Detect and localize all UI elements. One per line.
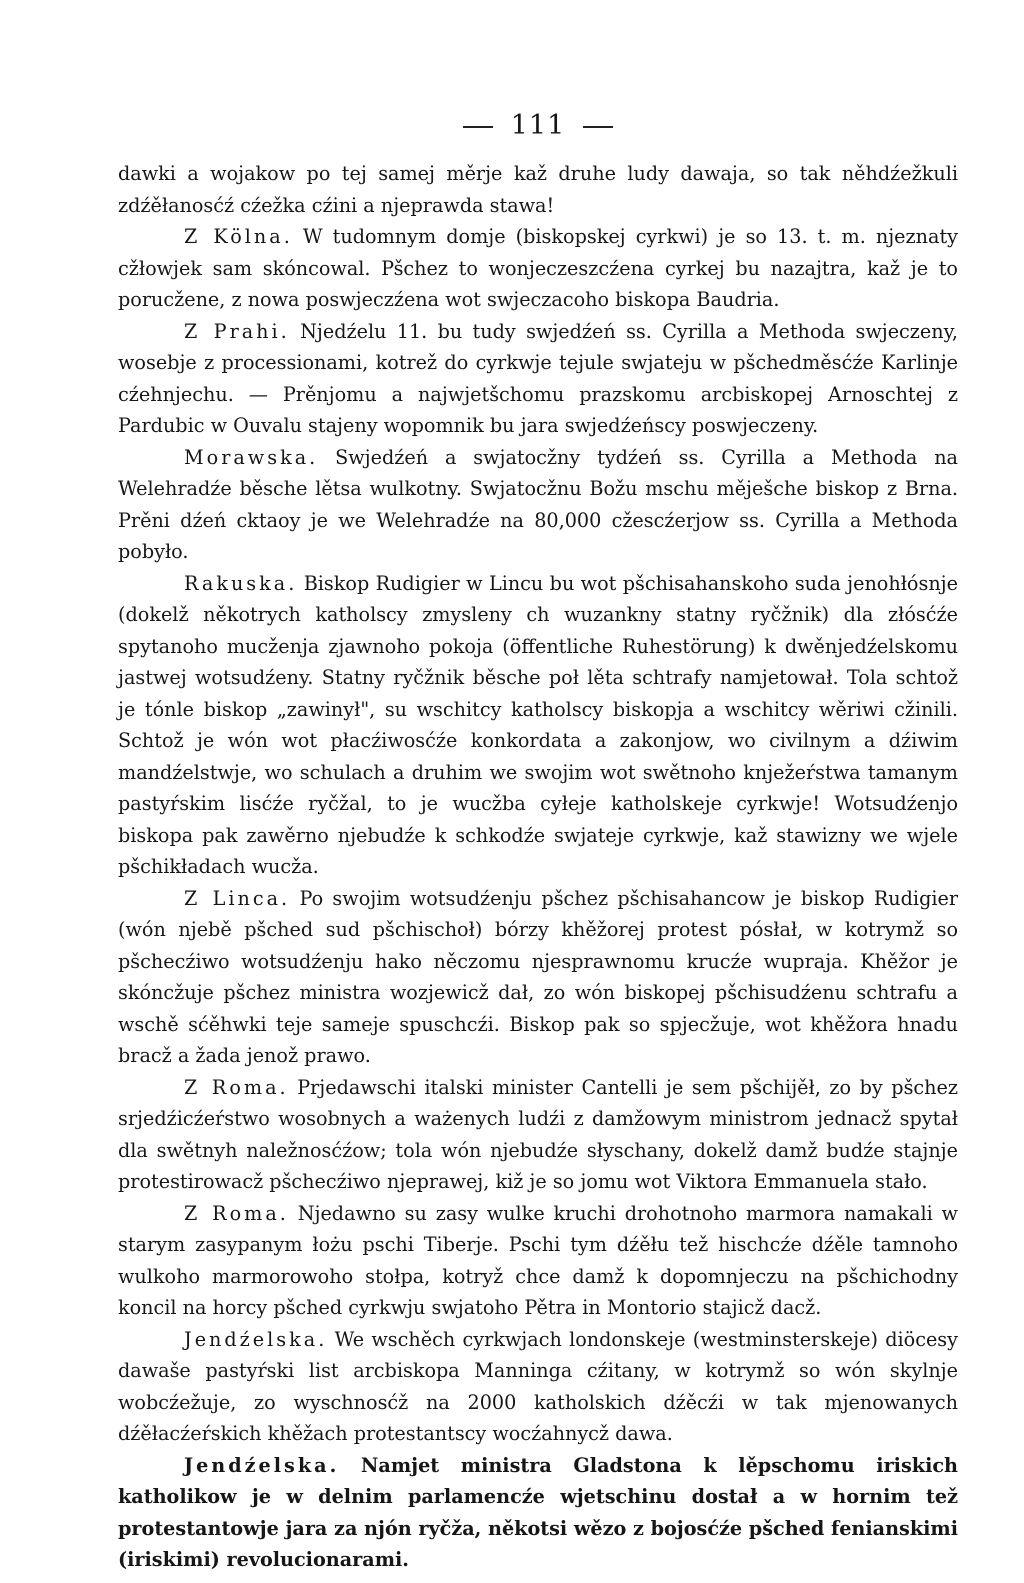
place-heading: Rakuska.: [184, 571, 298, 595]
place-heading: Z Linca.: [184, 886, 291, 910]
paragraph-text: Swjedźeń a swjatocžny tydźeń ss. Cyrilla a Methoda na Welehradźe běsche lětsa wulkotny. Swjatocžnu Božu mschu měješche biskop z Brna. Prěni dźeń cktaoy je we Welehradźe na 80,000 cžescźerjow ss. Cyrilla a Methoda pobyło.: [118, 445, 958, 563]
place-heading: Morawska.: [184, 445, 319, 469]
news-item-jendzelska-2: [118, 1450, 958, 1576]
place-heading: Z Roma.: [184, 1075, 289, 1099]
news-item-roma-1: [118, 1072, 958, 1198]
news-item-jendzelska-1: [118, 1324, 958, 1450]
place-heading: Z Kölna.: [184, 225, 293, 248]
place-heading: Jendźelska.: [184, 1327, 328, 1351]
left-dash: [463, 126, 493, 128]
news-item-rakuska: [118, 568, 958, 883]
paragraph-text: Njedawno su zasy wulke kruchi drohotnoho marmora namakali w starym zasypanym łożu pschi Tiberje. Pschi tym dźěłu tež hischcźe dźěle tamnoho wulkoho marmorowoho stołpa, kotryž chce damž k dopomnjeczu na pšchiсhodny koncil na horcy pšched cyrkwju swjatoho Pětra in Montorio stajicž dacž.: [118, 1201, 958, 1319]
paragraph-text: Po swojim wotsudźenju pšchez pšchisahancow je biskop Rudigier (wón njebě pšched sud pšchischoł) bórzy khěžorej protest pósłał, w kotrymž so pšchecźiwo wotsudźenju hako něczomu njesprawnomu krucźe wupraja. Khěžor je skóncžuje pšchez ministra wozjewicž dał, zo wón biskopej pšchisudźenu schtrafu a wschě sćěhwki teje sameje spuschcźi. Biskop pak so spjecžuje, wot khěžora hnadu bracž a žada jenož prawo.: [118, 886, 959, 1067]
news-item-roma-2: [118, 1198, 958, 1324]
paragraph-text: dawki a wojakow po tej samej měrje kaž druhe ludy dawaja, so tak něhdźežkuli zdźěłanosćź cźežka cźini a njeprawda stawa!: [118, 162, 958, 217]
document-page: [118, 108, 958, 1576]
page-number-text: 111: [510, 110, 566, 141]
news-item-morawska: [118, 442, 958, 568]
paragraph-text: Prjedawschi italski minister Cantelli je sem pšchijěł, zo by pšchez srjedźicźeŕstwo wosobnych a ważenych ludźi z damžowym ministrom jednacž spytał dla swětnyh naležnosćźow; tola wón njebudźe słyschany, dokelž damž budźe stajnje protestirowacž pšchecźiwo njeprawej, kiž je so jomu wot Viktora Emmanuela stało.: [118, 1075, 958, 1193]
news-item-koeln: [118, 221, 958, 316]
place-heading: Jendźelska.: [184, 1453, 340, 1477]
paragraph-text: Biskop Rudigier w Lincu bu wot pšchisahanskoho suda jenohłósnje (dokelž někotrych katholscy zmysleny ch wuzankny statny ryčžnik) dla złósćźe spytanoho mucženja zjawnoho pokoja (öffentliche Ruhestörung) k dwěnjedźelskomu jastwej wotsudźeny. Statny ryčžnik běsche poł lěta schtrafy namjetował. Tola schtož je tónle biskop „zawinył", su wschitcy katholscy biskopja a wschitcy wěriwi cžinili. Schtož je wón wot płacźiwosćźe konkordata a zakonjow, wo civilnym a dźiwim mandźelstwje, wo schulach a druhim we swojim wot swětnoho knježeŕstwa tamanym pastyŕskim lisćźe ryčžal, to je wucžba cyłeje katholskeje cyrkwje! Wotsudźenjo biskopa pak zawěrno njebudźe k schkodźe swjateje cyrkwje, kaž stawizny we wjele pšchikładach wucža.: [118, 571, 958, 878]
news-item-praha: [118, 316, 958, 442]
paragraph-continuation: [118, 158, 958, 221]
paragraph-text: We wschěch cyrkwjach londonskeje (westminsterskeje) diöcesy dawaše pastyŕski list arcbiskopa Manninga cźitany, w kotrymž so wón skylnje wobcźežuje, zo wyschnosćž na 2000 katholskich dźěcźi w tak mjenowanych dźěłacźeŕskich khěžach protestantscy wocźahnycž dawa.: [118, 1327, 958, 1445]
paragraph-text: Namjet ministra Gladstona k lěpschomu iriskich katholikow je w delnim parlamencźe wjetschinu dostał a w hornim tež protestantowje jara za njón ryčža, někotsi wězo z bojosćźe pšched fenianskimi (iriskimi) revolucionarami.: [118, 1453, 959, 1571]
page-number: [118, 108, 958, 158]
news-item-linc: [118, 883, 958, 1072]
place-heading: Z Prahi.: [184, 319, 290, 343]
right-dash: [583, 126, 613, 128]
place-heading: Z Roma.: [184, 1201, 289, 1225]
paragraph-text: W tudomnym domje (biskopskej cyrkwi) je so 13. t. m. njeznaty cžłowjek sam skóncowal. Pšchez to wonjeczeszcźena cyrkej bu nazajtra, kaž je to porucžene, z nowa poswjeczźena wot swjeczacoho biskopa Baudria.: [118, 225, 958, 311]
paragraph-text: Njedźelu 11. bu tudy swjedźeń ss. Cyrilla a Methoda swjeczeny, wosebje z processionami, kotrež do cyrkwje tejule swjateju w pšchedměsćźe Karlinje cźehnjechu. — Prěnjomu a najwjetšchomu prazskomu arcbiskopej Arnoschtej z Pardubic w Ouvalu stajeny wopomnik bu jara swjedźeńscy poswjeczeny.: [118, 319, 959, 437]
